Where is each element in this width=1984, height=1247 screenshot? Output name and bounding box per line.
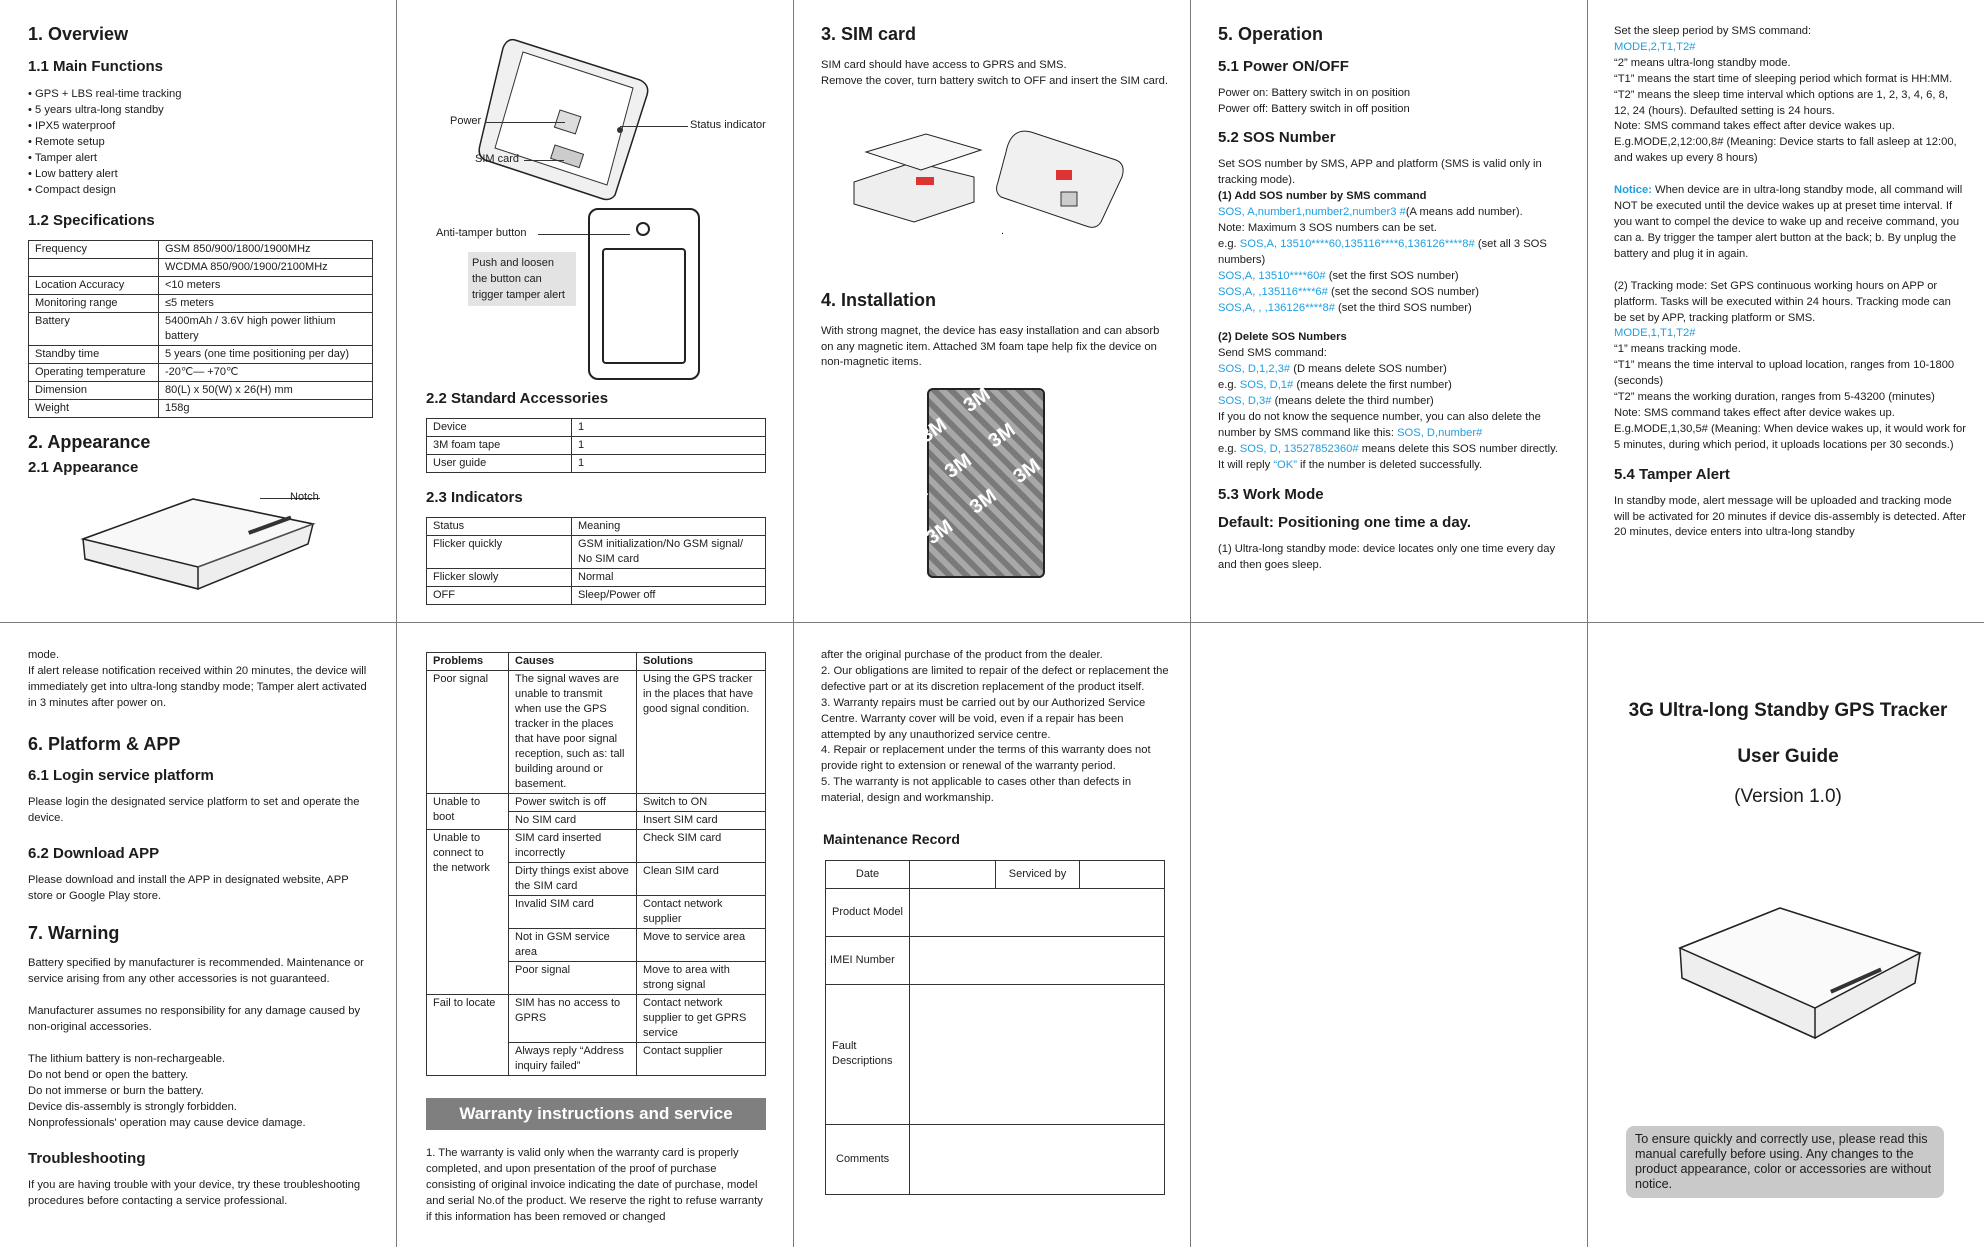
panel-overview [28,24,373,619]
heading-sos: 5.2 SOS Number [1218,129,1336,147]
tamper-note: Push and loosen the button can trigger tamper alert [468,252,576,306]
heading-login: 6.1 Login service platform [28,767,214,785]
heading-power: 5.1 Power ON/OFF [1218,57,1349,75]
device-back-illustration [588,208,700,380]
list-item: • Low battery alert [28,167,118,180]
table-row: Dirty things exist above the SIM card Clean SIM card [427,863,766,896]
table-row: Dimension 80(L) x 50(W) x 26(H) mm [29,381,373,399]
sos-section: Set SOS number by SMS, APP and platform (SMS is valid only in tracking mode). (1) Add SOS number by SMS command SOS, A,number1,number2,number3 #(A means add number). Note: Maximum 3 SOS numbers can be set. e.g. SOS,A, 13510****60,135116****6,136126****8# (set all 3 SOS numbers) SOS,A, 13510****60# (set the first SOS number) SOS,A, ,135116****6# (set the second SOS number) SOS,A, , ,136126****8# (set the third SOS number) (2) Delete SOS Numbers Send SMS command: SOS, D,1,2,3# (D means delete SOS number) e.g. SOS, D,1# (means delete the first number) SOS, D,3# (means delete the third number) If you do not know the sequence number, you can also delete the number by SMS command like this: SOS, D,number# e.g. SOS, D, 13527852360# means delete this SOS number directly. It will reply “OK” if the number is deleted successfully. [1218,158,1558,471]
heading-download: 6.2 Download APP [28,845,160,863]
heading-tamper: 5.4 Tamper Alert [1614,465,1730,483]
troubleshooting-text: If you are having trouble with your device, try these troubleshooting procedures before contacting a service professional. [28,1178,361,1207]
table-row: Flicker slowly Normal [427,569,766,587]
list-item: • Compact design [28,183,116,196]
heading-accessories: 2.2 Standard Accessories [426,390,609,407]
table-row: Operating temperature -20℃— +70℃ [29,363,373,381]
heading-troubleshooting: Troubleshooting [28,1149,146,1167]
table-row: Device 1 [427,419,766,437]
installation-text: With strong magnet, the device has easy installation and can absorb on any magnetic item. Attached 3M foam tape help fix the device on non-magnetic items. [821,324,1160,369]
warranty-item: 4. Repair or replacement under the terms of this warranty does not provide right to extension or renewal of the warranty period. [821,744,1151,773]
table-row: No SIM card Insert SIM card [427,812,766,830]
heading-overview: 1. Overview [28,24,129,44]
callout-line [524,160,564,161]
table-row: Standby time 5 years (one time positioning per day) [29,345,373,363]
table-row: Invalid SIM card Contact network supplier [427,896,766,929]
foam-tape-illustration: 3M 3M 3M 3M 3M 3M 3M 3M 3M 3M 3M 3M [927,388,1045,578]
cover-note: To ensure quickly and correctly use, please read this manual carefully before using. Any changes to the product appearance, color or accessories are without notice. [1626,1126,1944,1198]
panel-accessories [420,24,780,619]
panel-platform [28,648,374,1243]
notice-text: Notice: When device are in ultra-long standby mode, all command will NOT be executed until the device wakes up at preset time interval. If you want to compel the device to wake up and receive command, you can a. By trigger the tamper alert button at the back; b. By unplug the battery and plug it in again. [1614,184,1963,260]
panel-divider [1190,0,1191,1247]
list-item: • IPX5 waterproof [28,119,116,132]
heading-work-mode: 5.3 Work Mode [1218,485,1324,503]
list-item: • Remote setup [28,135,105,148]
alert-text: If alert release notification received within 20 minutes, the device will immediately get into ultra-long standby mode; Tamper alert activated in 3 minutes after power on. [28,664,367,709]
panel-warranty [821,648,1176,1243]
panel-divider [1587,0,1588,1247]
table-row: Not in GSM service area Move to service area [427,929,766,962]
heading-main-functions: 1.1 Main Functions [28,57,164,75]
table-row: OFF Sleep/Power off [427,587,766,605]
table-row: Flicker quickly GSM initialization/No GSM signal/ No SIM card [427,536,766,569]
battery-warnings: The lithium battery is non-rechargeable. Do not bend or open the battery. Do not immerse or burn the battery. Device dis-assembly is strongly forbidden. Nonprofessionals' operation may cause device damage. [28,1053,306,1129]
table-row: Frequency GSM 850/900/1800/1900MHz [29,240,373,258]
warranty-text: 1. The warranty is valid only when the warranty card is properly completed, and upon presentation of the proof of purchase consisting of original invoice indicating the date of purchase, model and serial No.of the product. We reserve the right to refuse warranty if this information has been removed or changed [426,1147,763,1223]
warning-text: Battery specified by manufacturer is recommended. Maintenance or service arising from any other accessories is not guaranteed. [28,957,364,986]
cover-title: 3G Ultra-long Standby GPS Tracker [1628,700,1948,721]
heading-appearance-sub: 2.1 Appearance [28,459,139,477]
table-row: Product Model [826,888,1165,936]
table-row: Fault Descriptions [826,984,1165,1124]
panel-sim [821,24,1171,619]
heading-maintenance: Maintenance Record [823,831,960,848]
cover-version: (Version 1.0) [1734,786,1842,807]
panel-troubleshooting [426,652,766,1242]
troubleshooting-table [426,652,766,1076]
device-cover-illustration [1670,898,1930,1048]
warranty-item: 5. The warranty is not applicable to cases other than defects in material, design and workmanship. [821,776,1132,805]
table-row: Problems Causes Solutions [427,653,766,671]
list-item: • GPS + LBS real-time tracking [28,87,182,100]
power-label: Power [450,115,482,127]
power-text: Power on: Battery switch in on position Power off: Battery switch in off position [1218,86,1411,115]
heading-installation: 4. Installation [821,290,937,310]
table-row: WCDMA 850/900/1900/2100MHz [29,258,373,276]
ultra-text: (1) Ultra-long standby mode: device locates only one time every day and then goes sleep. [1218,542,1556,571]
table-row: IMEI Number [826,936,1165,984]
heading-indicators: 2.3 Indicators [426,489,523,506]
table-row: Comments [826,1124,1165,1194]
tamper-text: In standby mode, alert message will be uploaded and tracking mode will be activated for 20 minutes if device dis-assembly is detected. After 20 minutes, device enters into ultra-long standby [1614,494,1966,539]
warranty-cont: after the original purchase of the product from the dealer. [821,649,1103,661]
sleep-section: Set the sleep period by SMS command: MODE,2,T1,T2# “2” means ultra-long standby mode. “T1” means the start time of sleeping period which format is HH:MM. “T2” means the sleep time interval which options are 1, 2, 3, 4, 6, 8, 12, 24 (hours). Defaulted setting is 24 hours. Note: SMS command takes effect after device wakes up. E.g.MODE,2,12:00,8# (Meaning: Device starts to fall asleep at 12:00, and wakes up every 8 hours) [1614,25,1957,165]
warranty-item: 2. Our obligations are limited to repair of the defect or replacement the defective part or at its discretion replacement of the product itself. [821,664,1169,693]
heading-warning: 7. Warning [28,922,120,943]
heading-operation: 5. Operation [1218,24,1324,44]
callout-line [620,126,688,127]
dot: . [1001,225,1005,237]
callout-line [485,122,565,123]
tracking-section: (2) Tracking mode: Set GPS continuous working hours on APP or platform. Tasks will be executed within 24 hours. Tracking mode can be set by APP, tracking platform or SMS. MODE,1,T1,T2# “1” means tracking mode. “T1” means the time interval to upload location, ranges from 10-1800 (seconds) “T2” means the working duration, ranges from 5-43200 (minutes) Note: SMS command takes effect after device wakes up. E.g.MODE,1,30,5# (Meaning: When device wakes up, it would work for 5 minutes, during which period, it uploads locations per 30 seconds.) [1614,279,1966,451]
cover-guide: User Guide [1737,746,1839,767]
heading-platform: 6. Platform & APP [28,733,181,754]
panel-cover [1610,648,1966,1243]
warranty-item: 3. Warranty repairs must be carried out by our Authorized Service Centre. Warranty cover will be void, even if a repair has been attempted by any unauthorized service centre. [821,696,1146,741]
mode-text: mode. [28,649,60,661]
table-row: Status Meaning [427,518,766,536]
table-row: Weight 158g [29,399,373,417]
table-row: Fail to locate SIM has no access to GPRS Contact network supplier to get GPRS service [427,995,766,1043]
sim-insert-illustration [846,122,1146,232]
table-row: Date Serviced by [826,860,1165,888]
device-open-illustration [475,30,665,200]
warning-text: Manufacturer assumes no responsibility for any damage caused by non-original accessories. [28,1005,361,1034]
heading-default-mode: Default: Positioning one time a day. [1218,513,1472,531]
table-row: Battery 5400mAh / 3.6V high power lithium battery [29,312,373,345]
list-item: • Tamper alert [28,151,98,164]
heading-sim: 3. SIM card [821,24,917,44]
table-row: Monitoring range ≤5 meters [29,294,373,312]
status-indicator-label: Status indicator [690,119,766,131]
heading-specifications: 1.2 Specifications [28,211,155,229]
warranty-heading: Warranty instructions and service [426,1098,766,1130]
table-row: Poor signal The signal waves are unable to transmit when use the GPS tracker in the places that have poor signal reception, such as: tall building around or basement. Using the GPS tracker in the places that have good signal condition. [427,671,766,794]
panel-divider [793,0,794,1247]
notch-label: Notch [290,491,319,503]
table-row: Location Accuracy <10 meters [29,276,373,294]
panel-divider [396,0,397,1247]
sim-label: SIM card [475,153,520,165]
anti-tamper-label: Anti-tamper button [436,227,527,239]
device-illustration [73,479,373,589]
download-text: Please download and install the APP in designated website, APP store or Google Play store. [28,874,349,902]
panel-modes [1614,24,1966,619]
indicators-table [426,517,766,605]
login-text: Please login the designated service platform to set and operate the device. [28,796,360,825]
maintenance-table [825,860,1165,1195]
table-row: Unable to boot Power switch is off Switch to ON [427,794,766,812]
function-list [28,86,373,198]
accessories-table [426,418,766,473]
sim-text: SIM card should have access to GPRS and SMS. Remove the cover, turn battery switch to OFF and insert the SIM card. [821,58,1168,87]
table-row: Unable to connect to the network SIM card inserted incorrectly Check SIM card [427,830,766,863]
list-item: • 5 years ultra-long standby [28,103,164,116]
panel-operation [1218,24,1570,619]
table-row: Poor signal Move to area with strong signal [427,962,766,995]
table-row: Always reply “Address inquiry failed” Contact supplier [427,1043,766,1076]
heading-appearance: 2. Appearance [28,431,151,452]
spec-table [28,240,373,418]
table-row: User guide 1 [427,455,766,473]
table-row: 3M foam tape 1 [427,437,766,455]
